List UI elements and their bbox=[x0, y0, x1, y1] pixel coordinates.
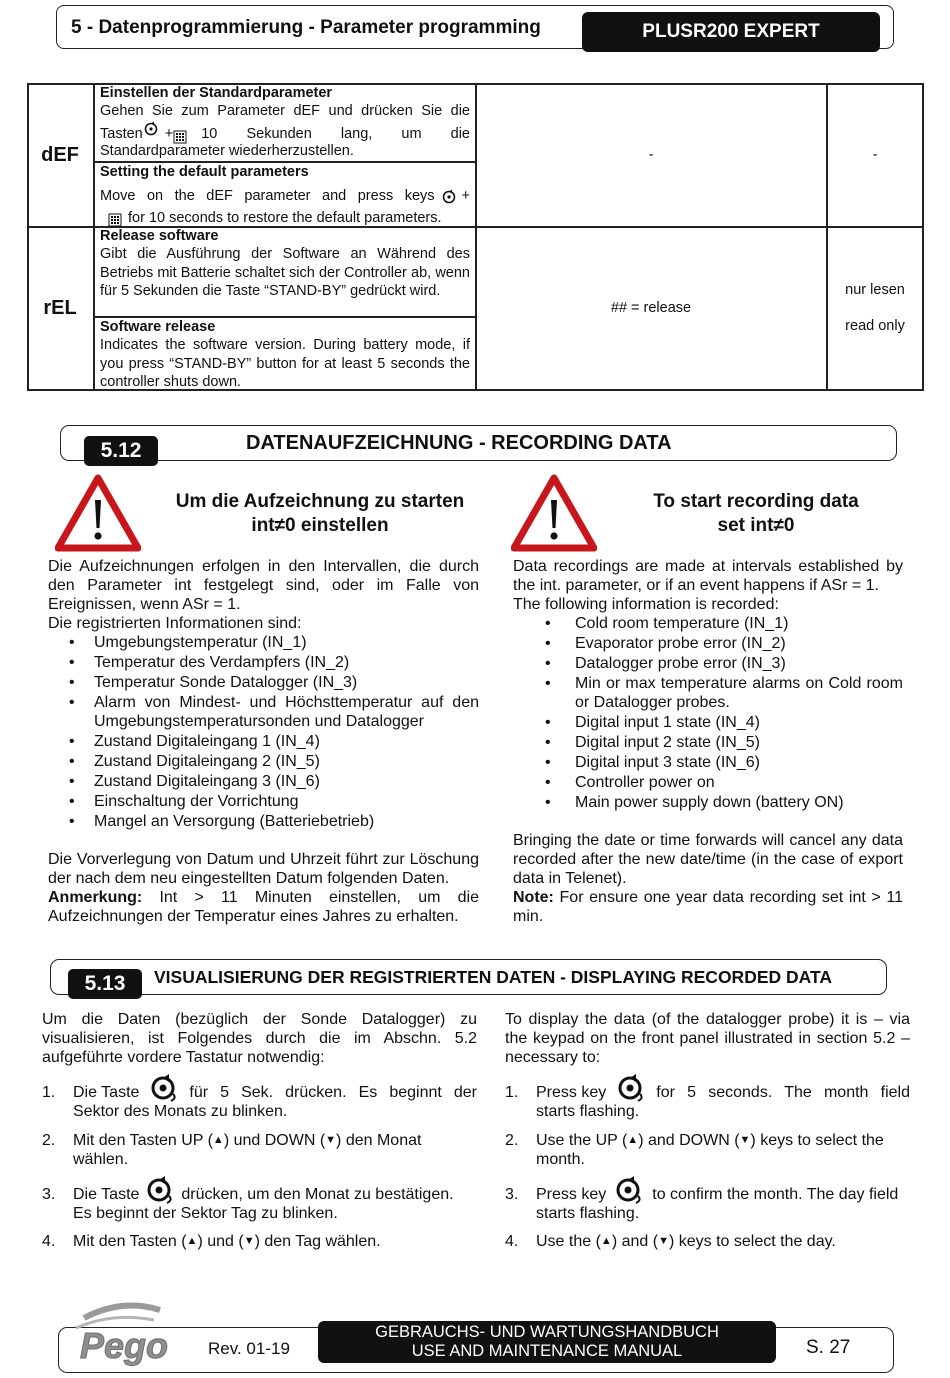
warning-icon bbox=[511, 474, 597, 552]
param-rel-default-de: nur lesen bbox=[845, 282, 905, 298]
list-item: • Alarm von Mindest- und Höchsttemperatur auf den Umgebungstemperatursonden und Datalogger bbox=[48, 693, 479, 731]
recording-start-heading-de: Um die Aufzeichnung zu starten int≠0 einstellen bbox=[175, 491, 465, 536]
pego-logo bbox=[62, 1300, 192, 1370]
parameter-table bbox=[27, 83, 924, 391]
set-key-icon bbox=[441, 189, 459, 205]
param-def-title-en: Setting the default parameters bbox=[100, 164, 309, 180]
param-def-description-de: Einstellen der Standardparameter Gehen Sie zum Parameter dEF und drücken Sie die Tasten + 10 Sekunden lang, um die Standardparameter wiederherzustellen. bbox=[100, 85, 470, 159]
section-title: VISUALISIERUNG DER REGISTRIERTEN DATEN - DISPLAYING RECORDED DATA bbox=[154, 967, 833, 987]
param-def-default: - bbox=[872, 147, 878, 163]
list-item: • Mangel an Versorgung (Batteriebetrieb) bbox=[48, 812, 479, 831]
list-item: • Temperatur Sonde Datalogger (IN_3) bbox=[48, 673, 479, 692]
recorded-info-list-de bbox=[48, 633, 479, 831]
up-arrow-icon: ▲ bbox=[212, 1134, 224, 1146]
display-intro-de: Um die Daten (bezüglich der Sonde Datalogger) zu visualisieren, ist Folgendes durch die im Abschn. 5.2 aufgeführte vordere Tastatur notwendig: bbox=[42, 1011, 477, 1066]
list-item: • Zustand Digitaleingang 3 (IN_6) bbox=[48, 772, 479, 791]
note-label: Note: bbox=[513, 889, 554, 906]
param-rel-default-en: read only bbox=[845, 318, 905, 334]
down-arrow-icon: ▼ bbox=[243, 1235, 255, 1247]
list-item: • Cold room temperature (IN_1) bbox=[513, 614, 903, 633]
note-label: Anmerkung: bbox=[48, 889, 143, 906]
list-item: • Digital input 2 state (IN_5) bbox=[513, 733, 903, 752]
set-key-icon bbox=[614, 1074, 648, 1102]
param-rel-title-de: Release software bbox=[100, 228, 219, 244]
up-arrow-icon: ▲ bbox=[627, 1134, 639, 1146]
param-def-title-de: Einstellen der Standardparameter bbox=[100, 85, 333, 101]
up-arrow-icon: ▲ bbox=[600, 1235, 612, 1247]
recording-text-en: Data recordings are made at intervals established by the int. parameter, or if an event happens if ASr = 1. The following information is recorded: • Cold room temperature (IN_1) • Evaporator probe error (IN_2) • Datalogger probe error (IN_3) • Min or max temperature alarms on Cold room or Datalogger probes. • Digital input 1 state (IN_4) • Digital input 2 state (IN_5) • Digital input 3 state (IN_6) • Controller power on • Main power supply down (battery ON) Bringing the date or time forwards will cancel any data recorded after the new date/time (in the case of export data in Telenet). Note: For ensure one year data recording set int > 11 min. bbox=[513, 557, 903, 926]
steps-en: 1. Press key for 5 seconds. The month field starts flashing. 2. Use the UP (▲) and DOWN (▼) keys to select the month. 3. Press key to confirm the month. The day field starts flashing. 4. Use the (▲) and (▼) keys to select the day. bbox=[505, 1070, 910, 1260]
down-arrow-icon: ▼ bbox=[658, 1235, 669, 1247]
list-item: • Zustand Digitaleingang 2 (IN_5) bbox=[48, 752, 479, 771]
section-number: 5.13 bbox=[68, 969, 142, 999]
list-item: • Umgebungstemperatur (IN_1) bbox=[48, 633, 479, 652]
set-key-icon bbox=[147, 1074, 181, 1102]
recording-start-heading-en: To start recording data set int≠0 bbox=[653, 491, 859, 536]
model-badge: PLUSR200 EXPERT bbox=[582, 12, 880, 52]
list-item: • Temperatur des Verdampfers (IN_2) bbox=[48, 653, 479, 672]
list-item: • Min or max temperature alarms on Cold room or Datalogger probes. bbox=[513, 674, 903, 712]
page-number: S. 27 bbox=[806, 1337, 851, 1358]
list-item: • Digital input 1 state (IN_4) bbox=[513, 713, 903, 732]
recording-text-de: Die Aufzeichnungen erfolgen in den Intervallen, die durch den Parameter int festgelegt sind, oder im Falle von Ereignissen, wenn ASr = 1. Die registrierten Informationen sind: • Umgebungstemperatur (IN_1) • Temperatur des Verdampfers (IN_2) • Temperatur Sonde Datalogger (IN_3) • Alarm von Mindest- und Höchsttemperatur auf den Umgebungstemperatursonden und Datalogger • Zustand Digitaleingang 1 (IN_4) • Zustand Digitaleingang 2 (IN_5) • Zustand Digitaleingang 3 (IN_6) • Einschaltung der Vorrichtung • Mangel an Versorgung (Batteriebetrieb) Die Vorverlegung von Datum und Uhrzeit führt zur Löschung der nach dem neu eingestellten Datum folgenden Daten. Anmerkung: Int > 11 Minuten einstellen, um die Aufzeichnungen der Temperatur eines Jahres zu erhalten. bbox=[48, 557, 479, 926]
param-def-range: - bbox=[648, 147, 654, 163]
param-def-description-en: Setting the default parameters Move on the dEF parameter and press keys + for 10 seconds to restore the default parameters. bbox=[100, 164, 470, 226]
list-item: • Controller power on bbox=[513, 773, 903, 792]
warning-icon bbox=[55, 474, 141, 552]
set-key-icon bbox=[143, 121, 161, 137]
revision: Rev. 01-19 bbox=[208, 1339, 290, 1358]
param-rel-range: ## = release bbox=[610, 300, 692, 316]
page-header bbox=[56, 5, 894, 49]
down-arrow-icon: ▼ bbox=[739, 1134, 751, 1146]
list-item: • Main power supply down (battery ON) bbox=[513, 793, 903, 812]
section-title: DATENAUFZEICHNUNG - RECORDING DATA bbox=[246, 432, 672, 454]
list-item: • Einschaltung der Vorrichtung bbox=[48, 792, 479, 811]
keypad-icon bbox=[108, 213, 122, 227]
list-item: • Datalogger probe error (IN_3) bbox=[513, 654, 903, 673]
manual-title: GEBRAUCHS- UND WARTUNGSHANDBUCH USE AND MAINTENANCE MANUAL bbox=[318, 1321, 776, 1363]
list-item: • Digital input 3 state (IN_6) bbox=[513, 753, 903, 772]
set-key-icon bbox=[612, 1176, 646, 1204]
param-code-rel: rEL bbox=[43, 297, 77, 319]
section-number: 5.12 bbox=[84, 436, 158, 466]
list-item: • Zustand Digitaleingang 1 (IN_4) bbox=[48, 732, 479, 751]
chapter-title: 5 - Datenprogrammierung - Parameter programming bbox=[71, 17, 541, 38]
steps-de: 1. Die Taste für 5 Sek. drücken. Es beginnt der Sektor des Monats zu blinken. 2. Mit den Tasten UP (▲) und DOWN (▼) den Monat wählen. 3. Die Taste drücken, um den Monat zu bestätigen. Es beginnt der Sektor Tag zu blinken. 4. Mit den Tasten (▲) und (▼) den Tag wählen. bbox=[42, 1070, 477, 1260]
param-rel-description-de: Release software Gibt die Ausführung der Software an Während des Betriebs mit Batterie schaltet sich der Controller ab, wenn für 5 Sekunden die Taste “STAND-BY” gedrückt wird. bbox=[100, 228, 470, 299]
logo-text: Pego bbox=[80, 1325, 169, 1366]
down-arrow-icon: ▼ bbox=[325, 1134, 337, 1146]
param-rel-title-en: Software release bbox=[100, 319, 216, 335]
param-rel-description-en: Software release Indicates the software version. During battery mode, if you press “STAND-BY” button for at least 5 seconds the controller shuts down. bbox=[100, 319, 470, 390]
display-intro-en: To display the data (of the datalogger probe) it is – via the keypad on the front panel illustrated in section 5.2 – necessary to: bbox=[505, 1011, 910, 1066]
recorded-info-list-en bbox=[513, 614, 903, 812]
keypad-icon bbox=[173, 130, 187, 144]
set-key-icon bbox=[143, 1176, 177, 1204]
list-item: • Evaporator probe error (IN_2) bbox=[513, 634, 903, 653]
up-arrow-icon: ▲ bbox=[186, 1235, 198, 1247]
param-code-def: dEF bbox=[41, 144, 79, 166]
